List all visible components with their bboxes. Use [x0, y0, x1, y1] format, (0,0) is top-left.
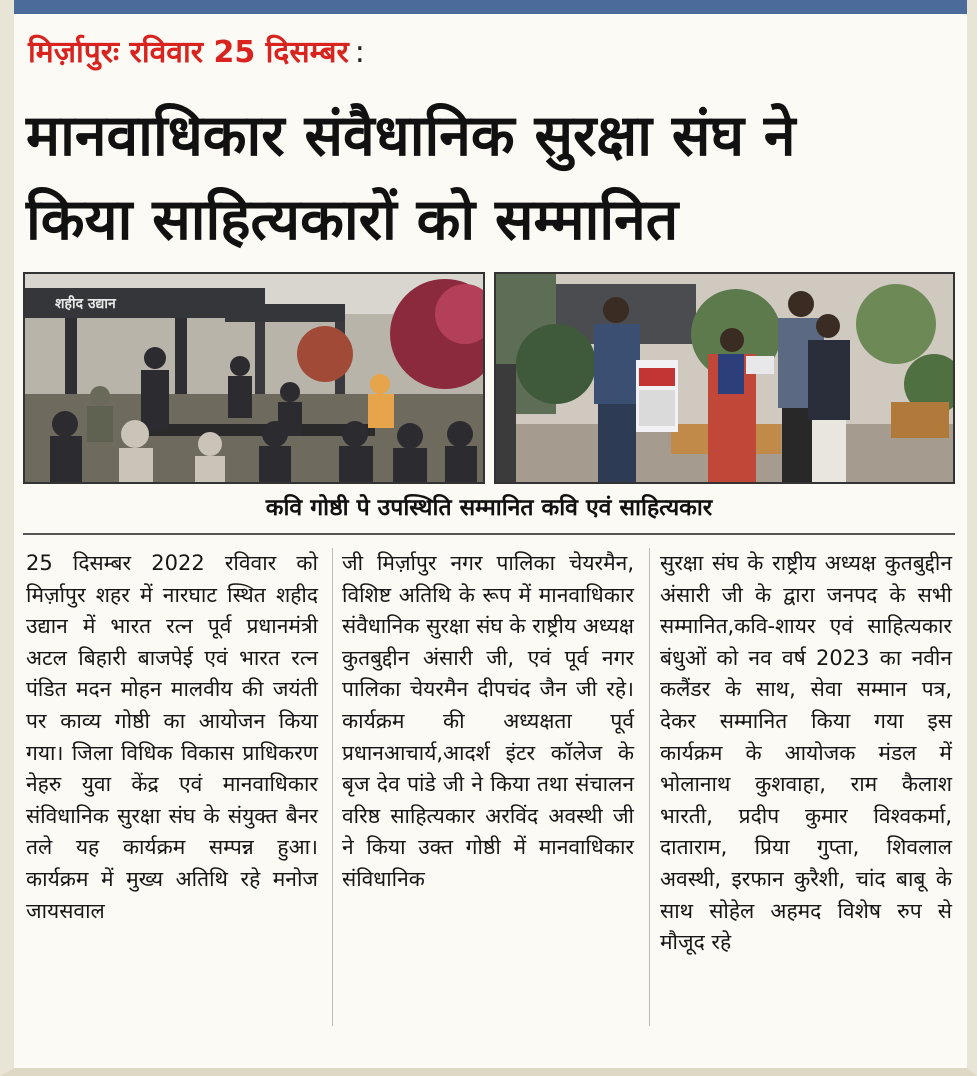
- photo-caption: कवि गोष्ठी पे उपस्थिति सम्मानित कवि एवं साहित्यकार: [265, 495, 713, 521]
- column-divider: [649, 548, 650, 1026]
- felicitation-photo-illustration: [496, 274, 953, 482]
- article-column-2: जी मिर्ज़ापुर नगर पालिका चेयरमैन, विशिष्ट अतिथि के रूप में मानवाधिकार संवैधानिक सुरक्षा संघ के राष्ट्रीय अध्यक्ष कुतबुद्दीन अंसारी जी, एवं पूर्व नगर पालिका चेयरमैन दीपचंद जैन जी रहे। कार्यक्रम की अध्यक्षता पूर्व प्रधानआचार्य,आदर्श इंटर कॉलेज के बृज देव पांडे जी ने किया तथा संचालन वरिष्ठ साहित्यकार अरविंद अवस्थी जी ने किया उक्त गोष्ठी में मानवाधिकार संविधानिक: [342, 551, 634, 891]
- photo-felicitation: [494, 272, 955, 484]
- garden-sign: शहीद उद्यान: [55, 296, 116, 312]
- column-divider: [332, 548, 333, 1026]
- dateline-text: मिर्ज़ापुरः रविवार 25 दिसम्बर: [28, 35, 349, 70]
- headline-line-2: किया साहित्यकारों को सम्मानित: [26, 187, 679, 253]
- gathering-photo-illustration: [25, 274, 483, 482]
- headline-line-1: मानवाधिकार संवैधानिक सुरक्षा संघ ने: [26, 103, 796, 169]
- headline: [26, 94, 956, 262]
- photo-poetry-gathering: [23, 272, 485, 484]
- article-column-1: 25 दिसम्बर 2022 रविवार को मिर्ज़ापुर शहर में नारघाट स्थित शहीद उद्यान में भारत रत्न पूर्व प्रधानमंत्री अटल बिहारी बाजपेई एवं भारत रत्न पंडित मदन मोहन मालवीय की जयंती पर काव्य गोष्ठी का आयोजन किया गया। जिला विधिक विकास प्राधिकरण नेहरु युवा केंद्र एवं मानवाधिकार संविधानिक सुरक्षा संघ के संयुक्त बैनर तले यह कार्यक्रम सम्पन्न हुआ। कार्यक्रम में मुख्य अतिथि रहे मनोज जायसवाल: [26, 551, 318, 923]
- top-bar: [14, 0, 967, 14]
- caption-divider: [23, 533, 955, 535]
- dateline-colon: :: [354, 35, 365, 70]
- article-column-3: सुरक्षा संघ के राष्ट्रीय अध्यक्ष कुतबुद्दीन अंसारी जी के द्वारा जनपद के सभी सम्मानित,कवि-शायर एवं साहित्यकार बंधुओं को नव वर्ष 2023 का नवीन कलैंडर के साथ, सेवा सम्मान पत्र, देकर सम्मानित किया गया इस कार्यक्रम के आयोजक मंडल में भोलानाथ कुशवाहा, राम कैलाश भारती, प्रदीप कुमार विश्वकर्मा, दाताराम, प्रिया गुप्ता, शिवलाल अवस्थी, इरफान कुरैशी, चांद बाबू के साथ सोहेल अहमद विशेष रुप से मौजूद रहे: [660, 551, 952, 955]
- dateline: [28, 30, 365, 71]
